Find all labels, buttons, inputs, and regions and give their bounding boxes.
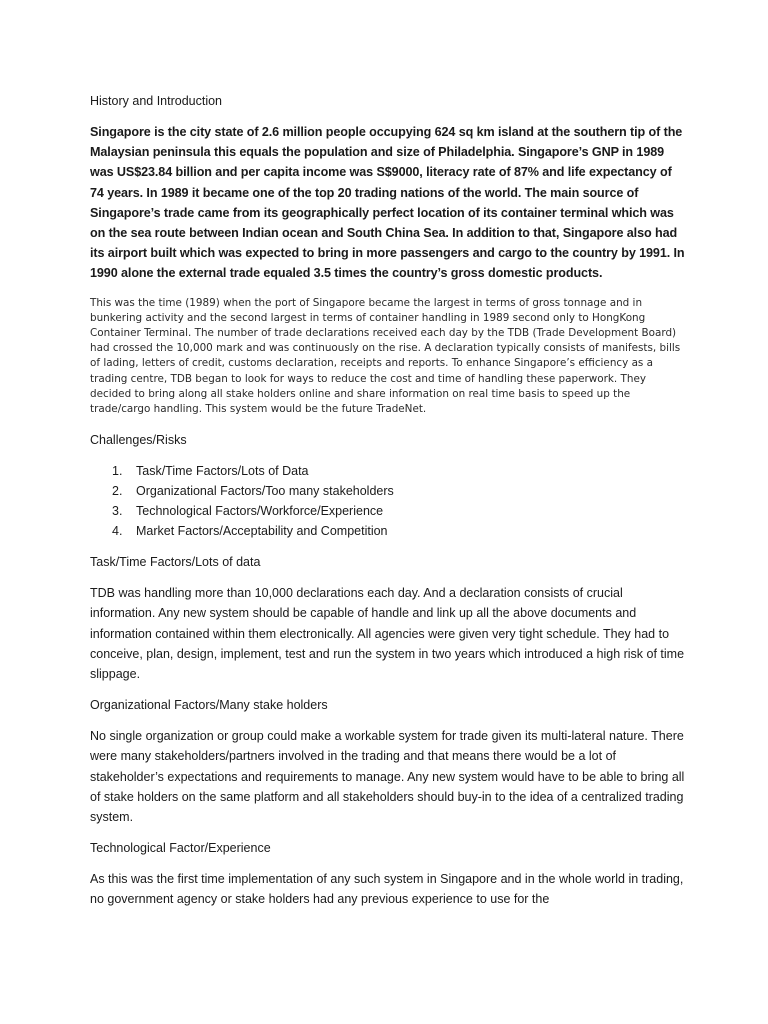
list-item — [112, 481, 685, 501]
section-heading-organizational: Organizational Factors/Many stake holders — [90, 698, 328, 713]
list-item-text: Market Factors/Acceptability and Competition — [136, 524, 388, 539]
list-item — [112, 521, 685, 541]
list-item — [112, 501, 685, 521]
list-item-number: 1. — [112, 464, 123, 479]
paragraph-technological: As this was the first time implementation of any such system in Singapore and in the whole world in trading, no government agency or stake holders had any previous experience to use for the — [90, 872, 684, 907]
paragraph-organizational: No single organization or group could make a workable system for trade given its multi-lateral nature. There were many stakeholders/partners involved in the trading and that means there would be a lot of stakeholder’s expectations and requirements to manage. Any new system would have to be able to bring all of stake holders on the same platform and all stakeholders should buy-in to the idea of a centralized trading system. — [90, 729, 685, 825]
section-heading-task-time: Task/Time Factors/Lots of data — [90, 555, 261, 570]
section-heading-technological: Technological Factor/Experience — [90, 841, 271, 856]
paragraph-singapore-overview: Singapore is the city state of 2.6 million people occupying 624 sq km island at the southern tip of the Malaysian peninsula this equals the population and size of Philadelphia. Singapore’s GNP in 1989 was US$23.84 billion and per capita income was S$9000, literacy rate of 87% and life expectancy of 74 years. In 1989 it became one of the top 20 trading nations of the world. The main source of Singapore’s trade came from its geographically perfect location of its container terminal which was on the sea route between Indian ocean and South China Sea. In addition to that, Singapore also had its airport built which was expected to bring in more passengers and cargo to the country by 1991. In 1990 alone the external trade equaled 3.5 times the country’s gross domestic products. — [90, 125, 685, 281]
list-item-text: Technological Factors/Workforce/Experience — [136, 504, 384, 519]
list-item-number: 4. — [112, 524, 123, 539]
list-item-number: 3. — [112, 504, 123, 519]
paragraph-task-time: TDB was handling more than 10,000 declarations each day. And a declaration consists of crucial information. Any new system should be capable of handle and link up all the above documents and information contained within them electronically. All agencies were given very tight schedule. They had to conceive, plan, design, implement, test and run the system in two years which introduced a high risk of time slippage. — [90, 586, 685, 682]
section-heading-challenges: Challenges/Risks — [90, 433, 187, 448]
document-page — [90, 92, 685, 922]
challenges-list — [90, 461, 685, 541]
paragraph-port-tradenet: This was the time (1989) when the port of Singapore became the largest in terms of gross tonnage and in bunkering activity and the second largest in terms of container handling in 1989 second only to HongKong Container Terminal. The number of trade declarations received each day by the TDB (Trade Development Board) had crossed the 10,000 mark and was continuously on the rise. A declaration typically consists of manifests, bills of lading, letters of credit, customs declaration, receipts and reports. To enhance Singapore’s efficiency as a trading centre, TDB began to look for ways to reduce the cost and time of handling these paperwork. They decided to bring along all stake holders online and share information on real time basis to speed up the trade/cargo handling. This system would be the future TradeNet. — [90, 296, 681, 416]
list-item-text: Organizational Factors/Too many stakeholders — [136, 484, 394, 499]
list-item-number: 2. — [112, 484, 123, 499]
list-item — [112, 461, 685, 481]
section-heading-history: History and Introduction — [90, 94, 223, 108]
list-item-text: Task/Time Factors/Lots of Data — [136, 464, 309, 479]
